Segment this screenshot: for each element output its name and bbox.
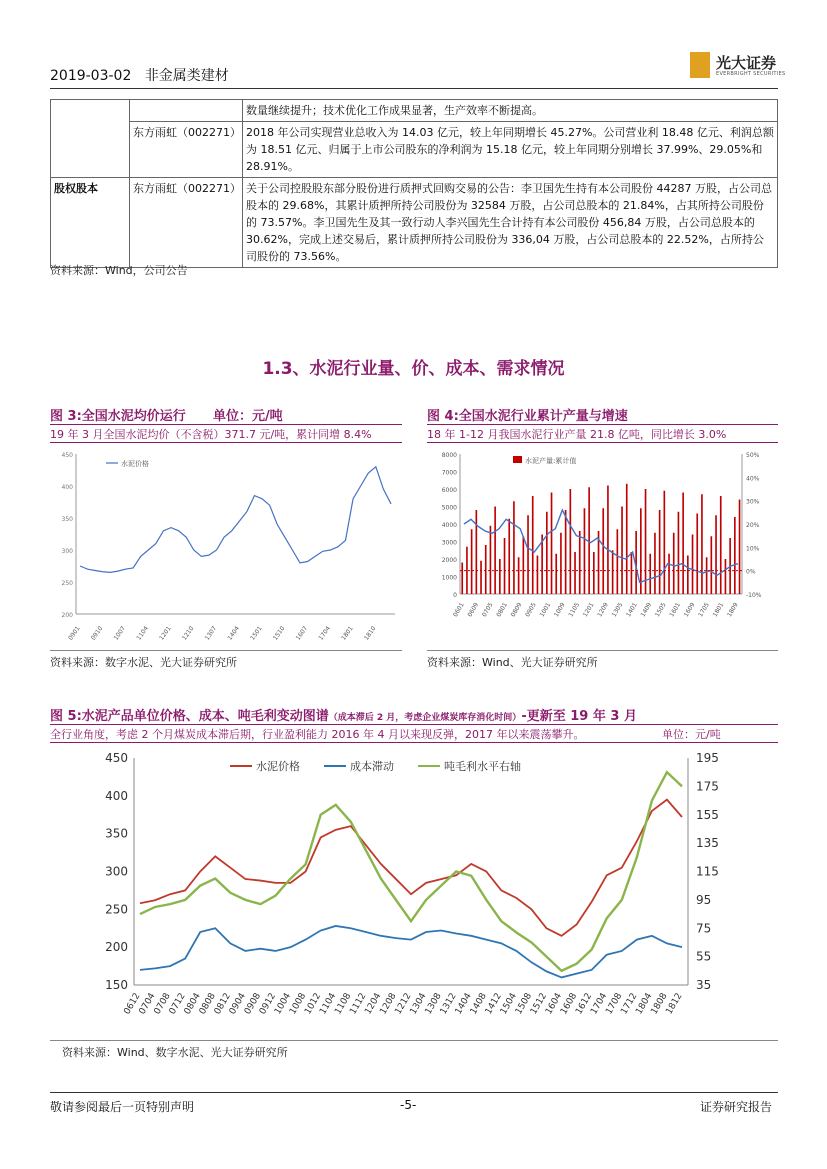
fig4-bar [499,559,501,594]
fig3-x-tick: 1510 [271,625,287,642]
fig4-y2-tick: 10% [746,545,760,553]
fig4-bar [546,512,548,594]
fig4-x-tick: 0809 [509,601,524,619]
fig5-x-tick: 1304 [408,991,429,1017]
fig4-x-tick: 1409 [639,601,654,619]
fig4-bar [527,515,529,594]
fig4-bar [664,491,666,594]
fig4-y-tick: 8000 [441,452,457,459]
fig5-x-tick: 0704 [137,991,158,1017]
fig4-bar [555,554,557,594]
fig4-bar [607,486,609,595]
fig4-x-tick: 0905 [524,601,538,619]
fig4-y2-tick: 40% [746,475,760,483]
fig4-x-tick: 1209 [596,601,610,619]
fig4-bar [560,533,562,594]
fig5-x-tick: 0804 [182,991,203,1017]
fig4-x-tick: 0609 [466,601,481,619]
fig4-bar [739,500,741,595]
fig4-bar [518,557,520,594]
fig4-bar [621,507,623,595]
fig4-bar [513,501,515,594]
fig5-x-tick: 1008 [288,991,309,1017]
fig4-bar [701,494,703,594]
fig4-x-tick: 1505 [653,601,668,619]
table-row: 数量继续提升；技术优化工作成果显著，生产效率不断提高。 [51,100,778,122]
fig5-y2-tick: 195 [696,751,719,765]
fig4-bar [490,526,492,594]
fig5-x-tick: 1604 [544,991,565,1017]
fig5-x-tick: 1308 [423,991,444,1017]
fig4-bar [579,531,581,594]
fig4-bar [504,538,506,594]
fig5-y2-tick: 155 [696,807,719,822]
fig5-x-tick: 0812 [212,991,233,1017]
fig5-x-tick: 1508 [513,991,535,1017]
fig3-x-tick: 1810 [362,625,378,642]
fig4-y-tick: 2000 [441,557,457,564]
fig4-x-tick: 1009 [552,601,567,619]
fig4-legend-label: 水泥产量:累计值 [525,457,577,465]
fig5-chart [50,744,778,1036]
fig4-y-tick: 1000 [441,574,457,582]
fig4-x-tick: 1801 [711,601,726,619]
fig5-x-tick: 1404 [453,991,474,1017]
fig5-x-tick: 0808 [197,991,218,1017]
fig5-y2-tick: 175 [696,779,719,794]
fig4-bar [565,510,567,594]
fig4-bar [687,556,689,595]
fig4-y2-tick: 50% [746,452,760,459]
fig4-bar [649,554,651,594]
footer-disclaimer: 敬请参阅最后一页特别声明 [50,1100,195,1114]
fig4-bar [711,536,713,594]
fig3-y-tick: 400 [61,484,73,491]
fig4-x-tick: 1305 [610,601,625,619]
fig5-y2-tick: 95 [696,892,712,907]
fig4-bar [570,489,572,594]
fig3-x-tick: 1307 [203,625,219,642]
report-date: 2019-03-02 非金属类建材 [50,68,229,84]
fig4-x-tick: 1105 [567,601,582,619]
fig4-bar [720,496,722,594]
fig5-x-tick: 1204 [363,991,384,1017]
fig3-title: 图 3:全国水泥均价运行 单位：元/吨 [50,409,283,424]
fig5-y2-tick: 135 [696,836,719,851]
fig5-y-tick: 200 [105,940,128,955]
fig5-legend-label: 成本滞动 [350,760,394,773]
fig5-x-tick: 1708 [604,991,625,1017]
fig5-x-tick: 1012 [303,991,324,1017]
company-logo: 光大证券 EVERBRIGHT SECURITIES [690,52,778,80]
fig4-x-tick: 1705 [697,601,711,619]
fig4-x-tick: 1001 [538,601,553,619]
fig4-x-tick: 0601 [452,601,466,619]
fig3-x-tick: 1607 [294,625,310,642]
fig5-y-tick: 400 [105,788,128,803]
fig3-y-tick: 200 [61,612,73,619]
fig4-chart [427,444,778,649]
fig4-bar [476,510,478,594]
fig4-bar [668,554,670,594]
fig4-bar [696,514,698,595]
fig3-x-tick: 0910 [89,625,105,642]
page-number: -5- [400,1098,417,1112]
fig5-x-tick: 1212 [393,991,414,1017]
fig4-x-tick: 1609 [682,601,697,619]
fig5-series-line [140,926,682,977]
fig4-y-tick: 7000 [441,469,457,477]
fig4-bar [494,507,496,595]
fig5-x-tick: 1512 [528,991,550,1017]
fig4-x-tick: 1401 [625,601,639,619]
fig5-x-tick: 0708 [152,991,173,1017]
fig4-y2-tick: 30% [746,498,760,506]
fig4-x-tick: 1809 [726,601,740,619]
fig4-y-tick: 0 [453,592,457,599]
fig3-y-tick: 250 [61,580,73,587]
fig5-x-tick: 1104 [318,991,339,1017]
fig5-series-line [140,772,682,971]
fig4-bar [574,552,576,594]
fig4-x-tick: 1601 [668,601,683,619]
fig4-bar [508,519,510,594]
fig3-x-tick: 0901 [67,625,82,642]
fig3-x-tick: 1404 [226,625,241,642]
fig5-x-tick: 0612 [122,991,143,1017]
fig4-bar [645,489,647,594]
fig4-bar [734,517,736,594]
fig5-y2-tick: 75 [696,921,712,936]
fig4-x-tick: 0801 [495,601,509,619]
fig5-y2-tick: 55 [696,949,712,964]
fig4-bar [631,552,633,594]
fig5-x-tick: 1504 [498,991,519,1017]
fig5-x-tick: 1612 [574,991,595,1017]
fig3-y-tick: 350 [61,516,73,523]
fig5-y2-tick: 35 [696,978,712,992]
fig4-bar [659,510,661,594]
fig4-y-tick: 3000 [441,539,457,547]
logo-mark-icon [690,52,710,78]
section-title: 1.3、水泥行业量、价、成本、需求情况 [262,359,565,379]
fig5-legend-label: 水泥价格 [256,760,300,773]
fig4-y-tick: 6000 [441,487,457,494]
fig5-y-tick: 350 [105,826,128,841]
fig4-bar [485,545,487,594]
report-sector: 非金属类建材 [144,68,229,84]
fig5-subtitle: 全行业角度，考虑 2 个月煤炭成本滞后期，行业盈利能力 2016 年 4 月以来现反弹，2017 年以来震荡攀升。 [50,728,585,741]
fig3-x-tick: 1201 [158,625,173,642]
fig4-y2-tick: 0% [746,568,756,576]
fig3-x-tick: 1104 [135,625,150,642]
fig3-x-tick: 1007 [112,625,128,642]
fig5-y-tick: 150 [105,978,128,992]
fig4-subtitle: 18 年 1-12 月我国水泥行业产量 21.8 亿吨，同比增长 3.0% [427,428,727,441]
fig5-y-tick: 250 [105,902,128,917]
fig4-bar [537,556,539,595]
fig4-x-tick: 1201 [581,601,596,619]
fig5-x-tick: 1412 [483,991,504,1017]
table-row: 东方雨虹（002271） 2018 年公司实现营业总收入为 14.03 亿元，较上年同期增长 45.27%。公司营业利 18.48 亿元、利润总额为 18.51 亿元、归属于上市公司股东的净利润为 15.18 亿元，较上年同期分别增长 37.99%、29.05%和 28.91%。 [51,122,778,178]
fig5-x-tick: 1112 [348,991,369,1017]
table-row: 股权股本 东方雨虹（002271） 关于公司控股股东部分股份进行质押式回购交易的公告：李卫国先生持有本公司股份 44287 万股，占公司总股本的 29.68%，其累计质押所持公司股份为 32584 万股，占公司总股本的 21.84%，占其所持公司股份的 73.57%。李卫国先生及其一致行动人李兴国先生合计持有本公司股份 456,84 万股，占公司总股本的 30.62%，完成上述交易后，累计质押所持公司股份为 336,04 万股，占公司总股本的 22.52%，占所持公司股份的 73.56%。 [51,178,778,268]
fig4-bar [673,533,675,594]
fig3-y-tick: 450 [61,452,73,459]
fig5-x-tick: 1704 [589,991,610,1017]
fig5-y2-tick: 115 [696,864,719,879]
fig5-unit: 单位：元/吨 [662,728,721,741]
fig5-x-tick: 1108 [333,991,354,1017]
fig5-x-tick: 1004 [273,991,294,1017]
fig3-x-tick: 1501 [249,625,264,642]
fig5-x-tick: 1712 [619,991,640,1017]
fig3-chart [50,444,402,649]
fig5-x-tick: 1812 [664,991,685,1017]
fig4-bar [584,508,586,594]
fig4-title: 图 4:全国水泥行业累计产量与增速 [427,409,628,424]
fig4-bar [654,533,656,594]
fig5-title: 图 5:水泥产品单位价格、成本、吨毛利变动图谱（成本滞后 2 月，考虑企业煤炭库存消化时间）-更新至 19 年 3 月 [50,709,637,724]
fig4-bar [466,547,468,594]
fig4-bar [692,535,694,595]
fig3-x-tick: 1801 [340,625,355,642]
fig5-x-tick: 1408 [468,991,489,1017]
fig4-bar [551,493,553,595]
fig4-bar [471,529,473,594]
news-table [50,99,778,268]
fig4-bar [461,563,463,595]
fig3-series-line [80,467,391,573]
fig4-bar [612,550,614,594]
fig5-source: 资料来源：Wind、数字水泥、光大证券研究所 [62,1046,288,1059]
fig3-source: 资料来源：数字水泥、光大证券研究所 [50,656,237,669]
fig4-bar [678,512,680,594]
fig4-y-tick: 5000 [441,504,457,512]
footer-report-type: 证券研究报告 [700,1100,773,1114]
fig5-y-tick: 450 [105,751,128,765]
fig4-bar [725,559,727,594]
fig5-y-tick: 300 [105,864,128,879]
fig5-x-tick: 1208 [378,991,399,1017]
fig5-x-tick: 1608 [559,991,580,1017]
fig5-legend-label: 吨毛利水平右轴 [444,760,521,773]
fig4-y2-tick: 20% [746,522,760,529]
fig4-bar [593,552,595,594]
fig4-bar [682,493,684,595]
fig4-bar [626,484,628,594]
fig3-x-tick: 1210 [180,625,196,642]
fig5-x-tick: 1808 [649,991,670,1017]
fig4-y2-tick: -10% [746,592,762,599]
fig5-x-tick: 0712 [167,991,188,1017]
table-source: 资料来源：Wind，公司公告 [50,264,188,277]
fig5-x-tick: 0904 [227,991,248,1017]
fig4-source: 资料来源：Wind、光大证券研究所 [427,656,598,669]
fig4-bar [715,515,717,594]
fig5-x-tick: 1312 [438,991,459,1017]
fig3-y-tick: 300 [61,548,73,555]
fig3-subtitle: 19 年 3 月全国水泥均价（不含税）371.7 元/吨，累计同增 8.4% [50,428,372,441]
fig4-bar [532,496,534,594]
fig4-bar [480,561,482,594]
fig4-bar [617,529,619,594]
fig5-x-tick: 0912 [257,991,279,1017]
fig3-legend-label: 水泥价格 [121,460,149,468]
fig5-x-tick: 0908 [242,991,264,1017]
fig5-series-line [140,800,682,936]
fig4-bar [602,508,604,594]
fig4-legend-swatch [513,456,522,463]
fig5-x-tick: 1804 [634,991,655,1017]
fig4-y-tick: 4000 [441,522,457,529]
fig3-x-tick: 1704 [317,625,332,642]
fig4-bar [706,557,708,594]
fig4-x-tick: 0705 [480,601,495,619]
header-rule [50,88,778,89]
fig4-bar [523,536,525,594]
